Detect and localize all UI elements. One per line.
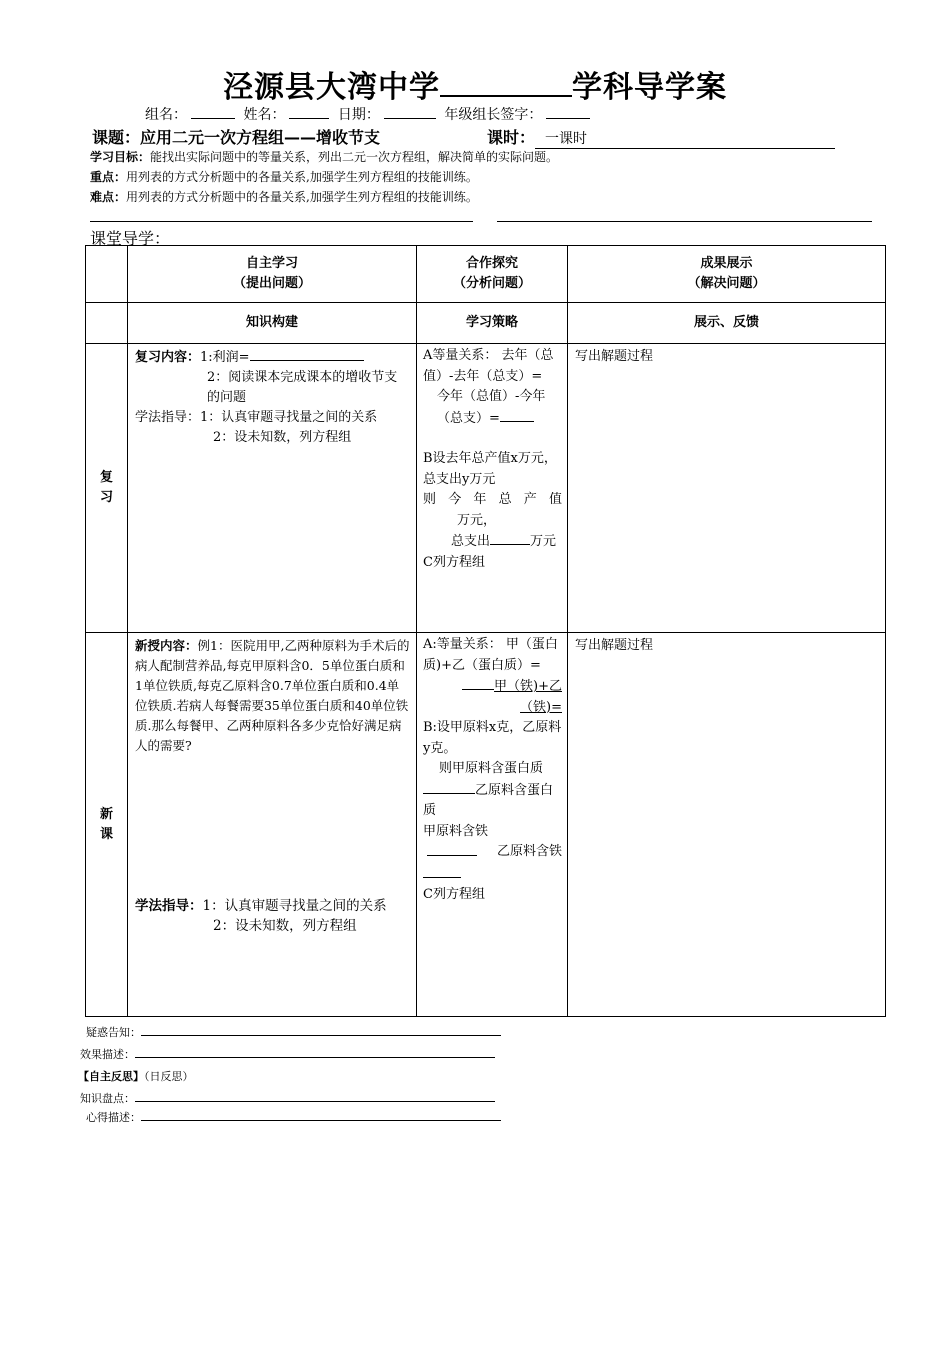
new-result-cell[interactable]: 写出解题过程 [568,633,886,1017]
effect-line: 效果描述： [80,1046,495,1062]
review-side-label: 复 习 [86,344,128,633]
col1-header: 自主学习 （提出问题） [128,246,417,303]
difficult-text: 用列表的方式分析题中的各量关系,加强学生列方程组的技能训练。 [126,190,478,204]
iron-a-blank[interactable] [427,842,477,856]
period-value: 一课时 [535,128,835,149]
name-field[interactable] [289,104,329,119]
new-strategy-cell: A:等量关系： 甲（蛋白质)+乙（蛋白质）= 甲（铁)+乙（铁)= B:设甲原料x克，乙原料y克。 则甲原料含蛋白质 乙原料含蛋白质 甲原料含铁 乙原料含铁 C列方程组 [417,633,568,1017]
info-line [145,104,594,124]
col3-header: 成果展示 （解决问题） [568,246,886,303]
doubt-line: 疑惑告知： [86,1024,501,1040]
period-label: 课时： [487,128,536,147]
page-title [0,62,950,106]
guide-table [85,245,886,1017]
table-header-row [86,246,886,303]
lesson-period [487,125,835,149]
review-row [86,344,886,633]
group-label: 组名： [145,107,187,123]
col1-subheader: 知识构建 [128,303,417,344]
title-suffix: 学科导学案 [572,70,727,105]
leader-signature-field[interactable] [546,104,590,119]
goal-label: 学习目标： [90,150,151,164]
reflection-heading: 【自主反思】（日反思） [78,1070,194,1083]
lesson-topic: 课题：应用二元一次方程组——增收节支 [92,128,381,147]
class-guide-label: 课堂导学： [90,229,171,248]
difficult-point [90,188,478,205]
group-field[interactable] [191,104,235,119]
difficult-label: 难点： [90,190,127,204]
doubt-field[interactable] [141,1024,501,1036]
subject-blank[interactable] [440,69,572,97]
date-field[interactable] [384,104,436,119]
col3-subheader: 展示、反馈 [568,303,886,344]
learning-goal [90,148,558,165]
key-label: 重点： [90,170,127,184]
goal-text: 能找出实际问题中的等量关系，列出二元一次方程组，解决简单的实际问题。 [150,150,559,164]
knowledge-line: 知识盘点： [80,1090,495,1106]
divider-left [90,221,473,222]
profit-blank[interactable] [250,347,364,361]
review-knowledge-cell: 复习内容：1:利润= 2：阅读课本完成课本的增收节支的问题 学法指导：1：认真审题寻找量之间的关系 2：设未知数，列方程组 [128,344,417,633]
review-a-blank[interactable] [500,408,534,422]
protein-a-blank[interactable] [423,780,475,794]
key-text: 用列表的方式分析题中的各量关系,加强学生列方程组的技能训练。 [126,170,478,184]
leader-label: 年级组长签字： [444,107,543,123]
effect-field[interactable] [135,1046,495,1058]
col2-subheader: 学习策略 [417,303,568,344]
date-label: 日期： [337,107,380,123]
knowledge-field[interactable] [135,1090,495,1102]
key-point [90,168,478,185]
review-strategy-cell: A等量关系： 去年（总值）-去年（总支）= 今年（总值）-今年（总支）= B设去年总产值x万元，总支出y万元 则今年总产值 万元， 总支出 万元 C列方程组 [417,344,568,633]
corner-cell [86,246,128,303]
review-expense-blank[interactable] [490,531,530,545]
new-lesson-row [86,633,886,1017]
table-subheader-row [86,303,886,344]
corner-cell-2 [86,303,128,344]
name-label: 姓名： [243,107,286,123]
review-result-cell[interactable]: 写出解题过程 [568,344,886,633]
feeling-line: 心得描述： [86,1109,501,1125]
feeling-field[interactable] [141,1109,501,1121]
divider-right [497,221,872,222]
school-name: 泾源县大湾中学 [223,70,440,105]
iron-b-blank[interactable] [423,864,461,878]
new-side-label: 新 课 [86,633,128,1017]
new-knowledge-cell: 新授内容：例1：医院用甲,乙两种原料为手术后的病人配制营养品,每克甲原料含0．5单位蛋白质和1单位铁质,每克乙原料含0.7单位蛋白质和0.4单位铁质.若病人每餐需要35单位蛋白质和40单位铁质.那么每餐甲、乙两种原料各多少克恰好满足病人的需要? 学法指导：1：认真审题寻找量之间的关系 2：设未知数，列方程组 [128,633,417,1017]
col2-header: 合作探究 （分析问题） [417,246,568,303]
